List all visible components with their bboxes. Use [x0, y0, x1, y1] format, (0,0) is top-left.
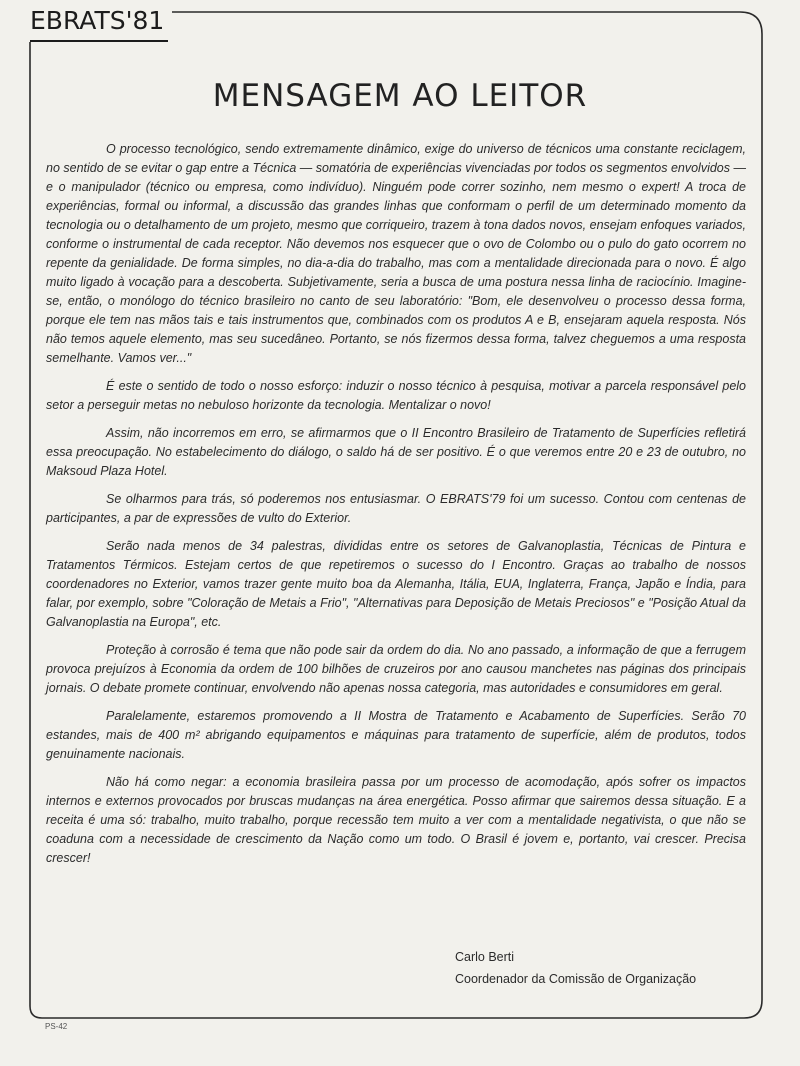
page-title: MENSAGEM AO LEITOR [212, 78, 588, 114]
paragraph: Se olharmos para trás, só poderemos nos entusiasmar. O EBRATS'79 foi um sucesso. Contou com centenas de participantes, a par de expressões de vulto do Exterior. [46, 492, 746, 525]
article-body [46, 140, 746, 877]
paragraph: É este o sentido de todo o nosso esforço: induzir o nosso técnico à pesquisa, motivar a parcela responsável pelo setor a perseguir metas no nebuloso horizonte da tecnologia. Mentalizar o novo! [46, 379, 746, 412]
paragraph: Não há como negar: a economia brasileira passa por um processo de acomodação, após sofrer os impactos internos e externos provocados por bruscas mudanças na área energética. Posso afirmar que sairemos dessa situação. E a receita é uma só: trabalho, muito trabalho, porque recessão tem muito a ver com a mentalidade negativista, o que não se coaduna com a necessidade de crescimento da Nação como um todo. O Brasil é jovem e, portanto, vai crescer. Precisa crescer! [46, 775, 746, 865]
paragraph: Paralelamente, estaremos promovendo a II Mostra de Tratamento e Acabamento de Superfícies. Serão 70 estandes, mais de 400 m² abrigando equipamentos e máquinas para tratamento de superfície, além de produtos, todos genuinamente nacionais. [46, 709, 746, 761]
signature-name: Carlo Berti [455, 950, 515, 964]
paragraph: O processo tecnológico, sendo extremamente dinâmico, exige do universo de técnicos uma constante reciclagem, no sentido de se evitar o gap entre a Técnica — somatória de experiências vivenciadas por todos os segmentos envolvidos — e o manipulador (técnico ou empresa, como indivíduo). Ninguém pode correr sozinho, nem mesmo o expert! A troca de experiências, formal ou informal, a discussão das grandes linhas que conformam o perfil de um determinado momento da tecnologia ou o detalhamento de um projeto, mesmo que corriqueiro, trazem à tona dados novos, ensejam enfoques variados, conforme o instrumental de cada receptor. Não devemos nos esquecer que o ovo de Colombo ou o pulo do gato ocorrem no repente da genialidade. De forma simples, no dia-a-dia do trabalho, mas com a mentalidade direcionada para o novo. É algo muito ligado à vocação para a descoberta. Subjetivamente, seria a busca de uma postura nessa linha de raciocínio. Imagine-se, então, o monólogo do técnico brasileiro no canto de seu laboratório: "Bom, ele desenvolveu o processo dessa forma, porque ele tem nas mãos tais e tais instrumentos que, combinados com os produtos A e B, ensejaram aquela resposta. Nós não temos aquele elemento, mas seu sucedâneo. Portanto, se nós fizermos dessa forma, talvez cheguemos a uma resposta semelhante. Vamos ver..." [46, 142, 746, 365]
paragraph: Proteção à corrosão é tema que não pode sair da ordem do dia. No ano passado, a informação de que a ferrugem provoca prejuízos à Economia da ordem de 100 bilhões de cruzeiros por ano causou manchetes nas páginas dos principais jornais. O debate promete continuar, envolvendo não apenas nossa categoria, mas autoridades e consumidores em geral. [46, 643, 746, 695]
header-underline [30, 40, 168, 42]
signature-block [455, 946, 696, 990]
signature-role: Coordenador da Comissão de Organização [455, 972, 697, 986]
page-code: PS-42 [45, 1022, 68, 1031]
paragraph: Assim, não incorremos em erro, se afirmarmos que o II Encontro Brasileiro de Tratamento de Superfícies refletirá essa preocupação. No estabelecimento do diálogo, o saldo há de ser positivo. É o que veremos entre 20 e 23 de outubro, no Maksoud Plaza Hotel. [46, 426, 746, 478]
paragraph: Serão nada menos de 34 palestras, divididas entre os setores de Galvanoplastia, Técnicas de Pintura e Tratamentos Térmicos. Estejam certos de que repetiremos o sucesso do I Encontro. Graças ao trabalho de nossos coordenadores no Exterior, vamos trazer gente muito boa da Alemanha, Itália, EUA, Inglaterra, França, Japão e Índia, para falar, por exemplo, sobre "Coloração de Metais a Frio", "Alternativas para Deposição de Metais Preciosos" e "Posição Atual da Galvanoplastia na Europa", etc. [46, 539, 746, 629]
header-label: EBRATS'81 [30, 6, 165, 35]
